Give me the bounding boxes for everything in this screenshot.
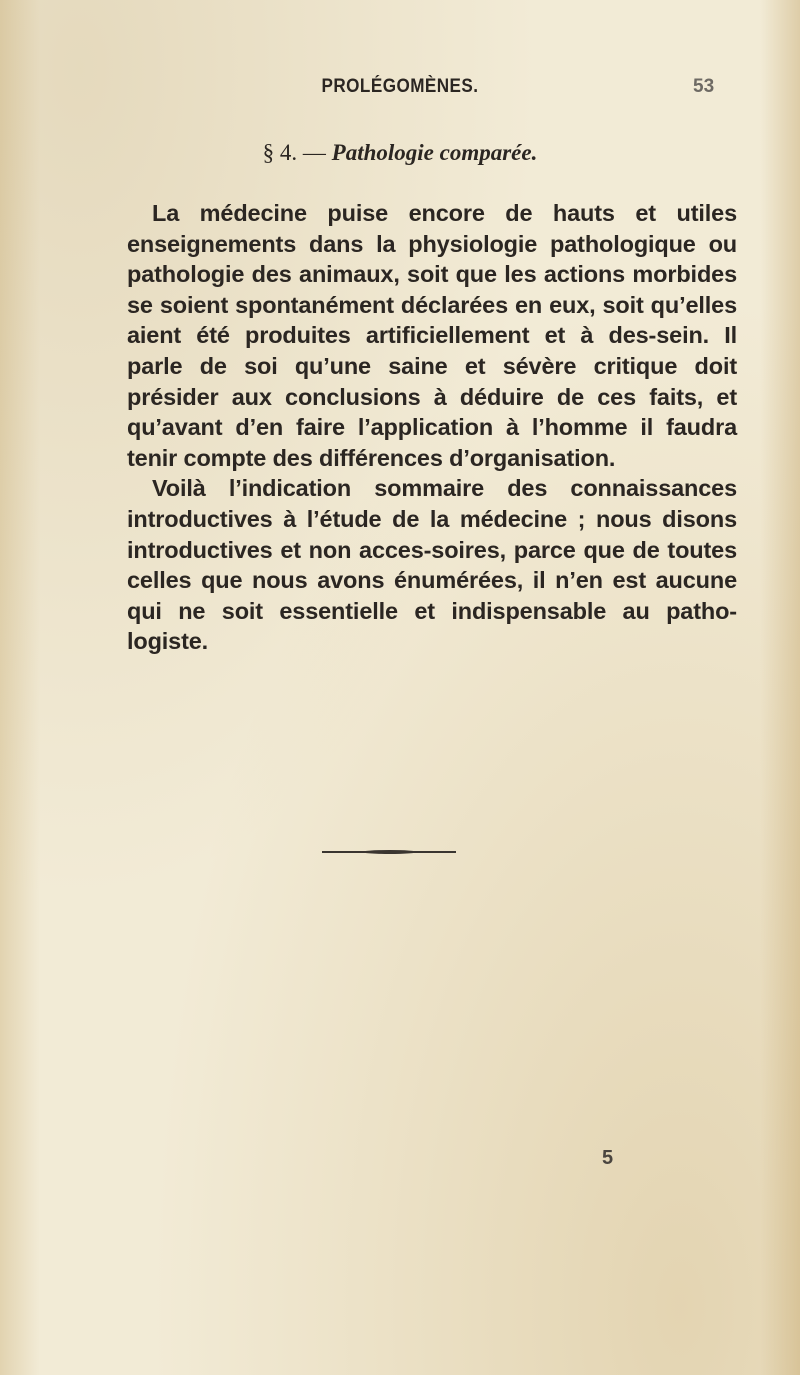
paragraph-2: Voilà l’indication sommaire des connaissances introductives à l’étude de la médecine ; nous disons introductives et non acces-soires, parce que de toutes celles que nous avons énumérées, il n’en est aucune qui ne soit essentielle et indispensable au patho-logiste. [127, 475, 737, 655]
running-head: PROLÉGOMÈNES. [321, 76, 479, 97]
section-title: Pathologie comparée. [331, 140, 538, 165]
section-number: § 4. [262, 140, 298, 165]
page-header [0, 76, 800, 116]
signature-mark: 5 [602, 1147, 614, 1169]
section-heading [0, 140, 800, 166]
section-end-rule [322, 851, 456, 853]
page-number: 53 [693, 76, 715, 97]
section-dash: — [297, 140, 332, 165]
body-text [127, 198, 737, 657]
paragraph-1: La médecine puise encore de hauts et utiles enseignements dans la physiologie pathologique ou pathologie des animaux, soit que les actions morbides se soient spontanément déclarées en eux, soit qu’elles aient été produites artificiellement et à des-sein. Il parle de soi qu’une saine et sévère critique doit présider aux conclusions à déduire de ces faits, et qu’avant d’en faire l’application à l’homme il faudra tenir compte des différences d’organisation. [127, 200, 737, 471]
